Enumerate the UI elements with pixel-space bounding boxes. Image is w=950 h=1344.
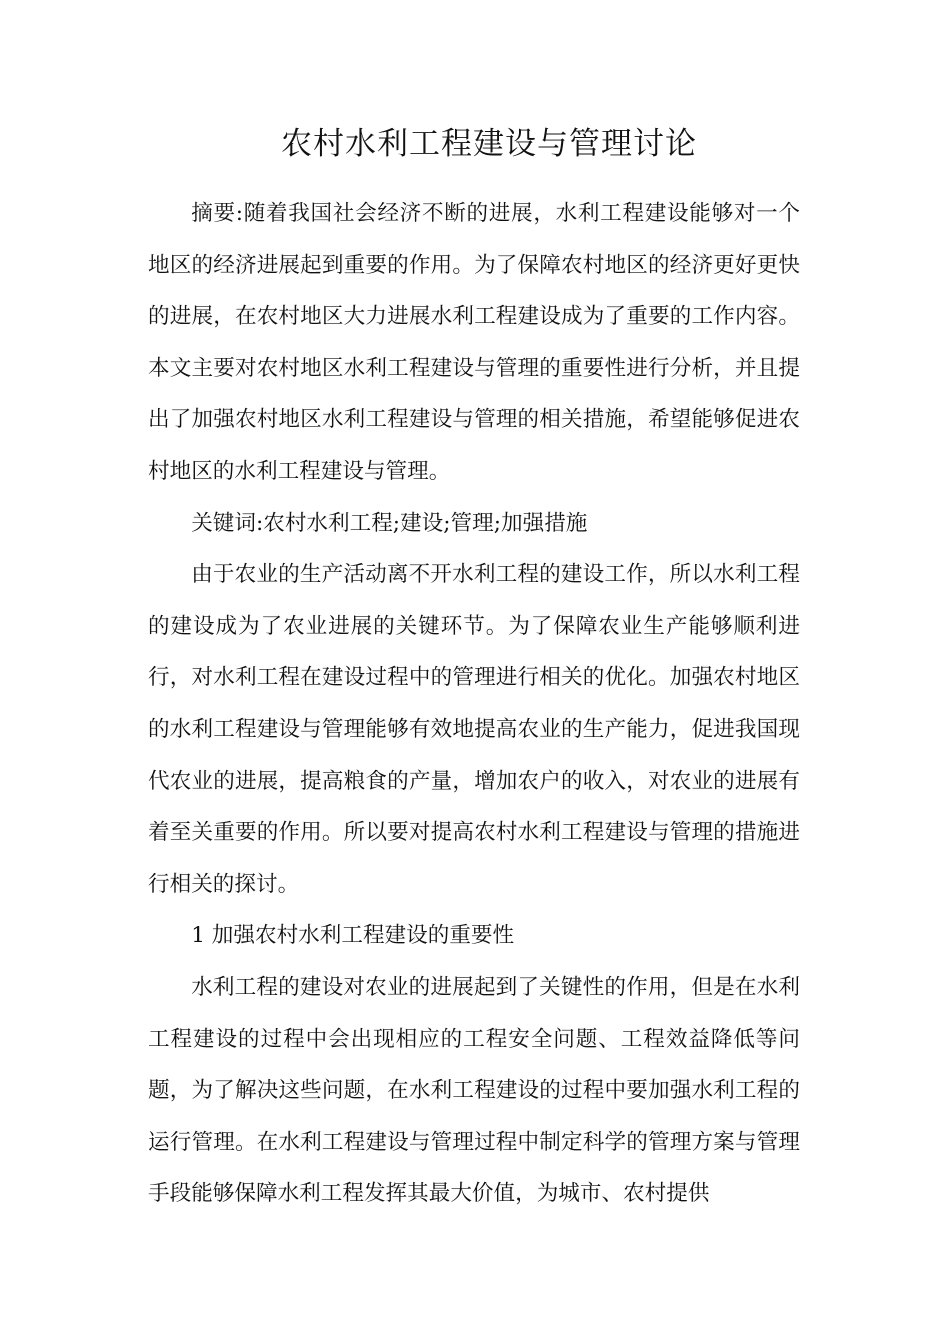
keywords-paragraph: 关键词:农村水利工程;建设;管理;加强措施 [191, 510, 588, 536]
document-page [148, 118, 800, 1220]
section-heading: 1 加强农村水利工程建设的重要性 [191, 923, 515, 949]
abstract-paragraph: 摘要:随着我国社会经济不断的进展，水利工程建设能够对一个地区的经济进展起到重要的作用。为了保障农村地区的经济更好更快的进展，在农村地区大力进展水利工程建设成为了重要的工作内容。本文主要对农村地区水利工程建设与管理的重要性进行分析，并且提出了加强农村地区水利工程建设与管理的相关措施，希望能够促进农村地区的水利工程建设与管理。 [148, 201, 800, 484]
intro-paragraph: 由于农业的生产活动离不开水利工程的建设工作，所以水利工程的建设成为了农业进展的关键环节。为了保障农业生产能够顺利进行，对水利工程在建设过程中的管理进行相关的优化。加强农村地区的水利工程建设与管理能够有效地提高农业的生产能力，促进我国现代农业的进展，提高粮食的产量，增加农户的收入，对农业的进展有着至关重要的作用。所以要对提高农村水利工程建设与管理的措施进行相关的探讨。 [148, 562, 800, 897]
document-title: 农村水利工程建设与管理讨论 [281, 126, 697, 162]
section-body-paragraph: 水利工程的建设对农业的进展起到了关键性的作用，但是在水利工程建设的过程中会出现相应的工程安全问题、工程效益降低等问题，为了解决这些问题，在水利工程建设的过程中要加强水利工程的运行管理。在水利工程建设与管理过程中制定科学的管理方案与管理手段能够保障水利工程发挥其最大价值，为城市、农村提供 [148, 974, 800, 1207]
